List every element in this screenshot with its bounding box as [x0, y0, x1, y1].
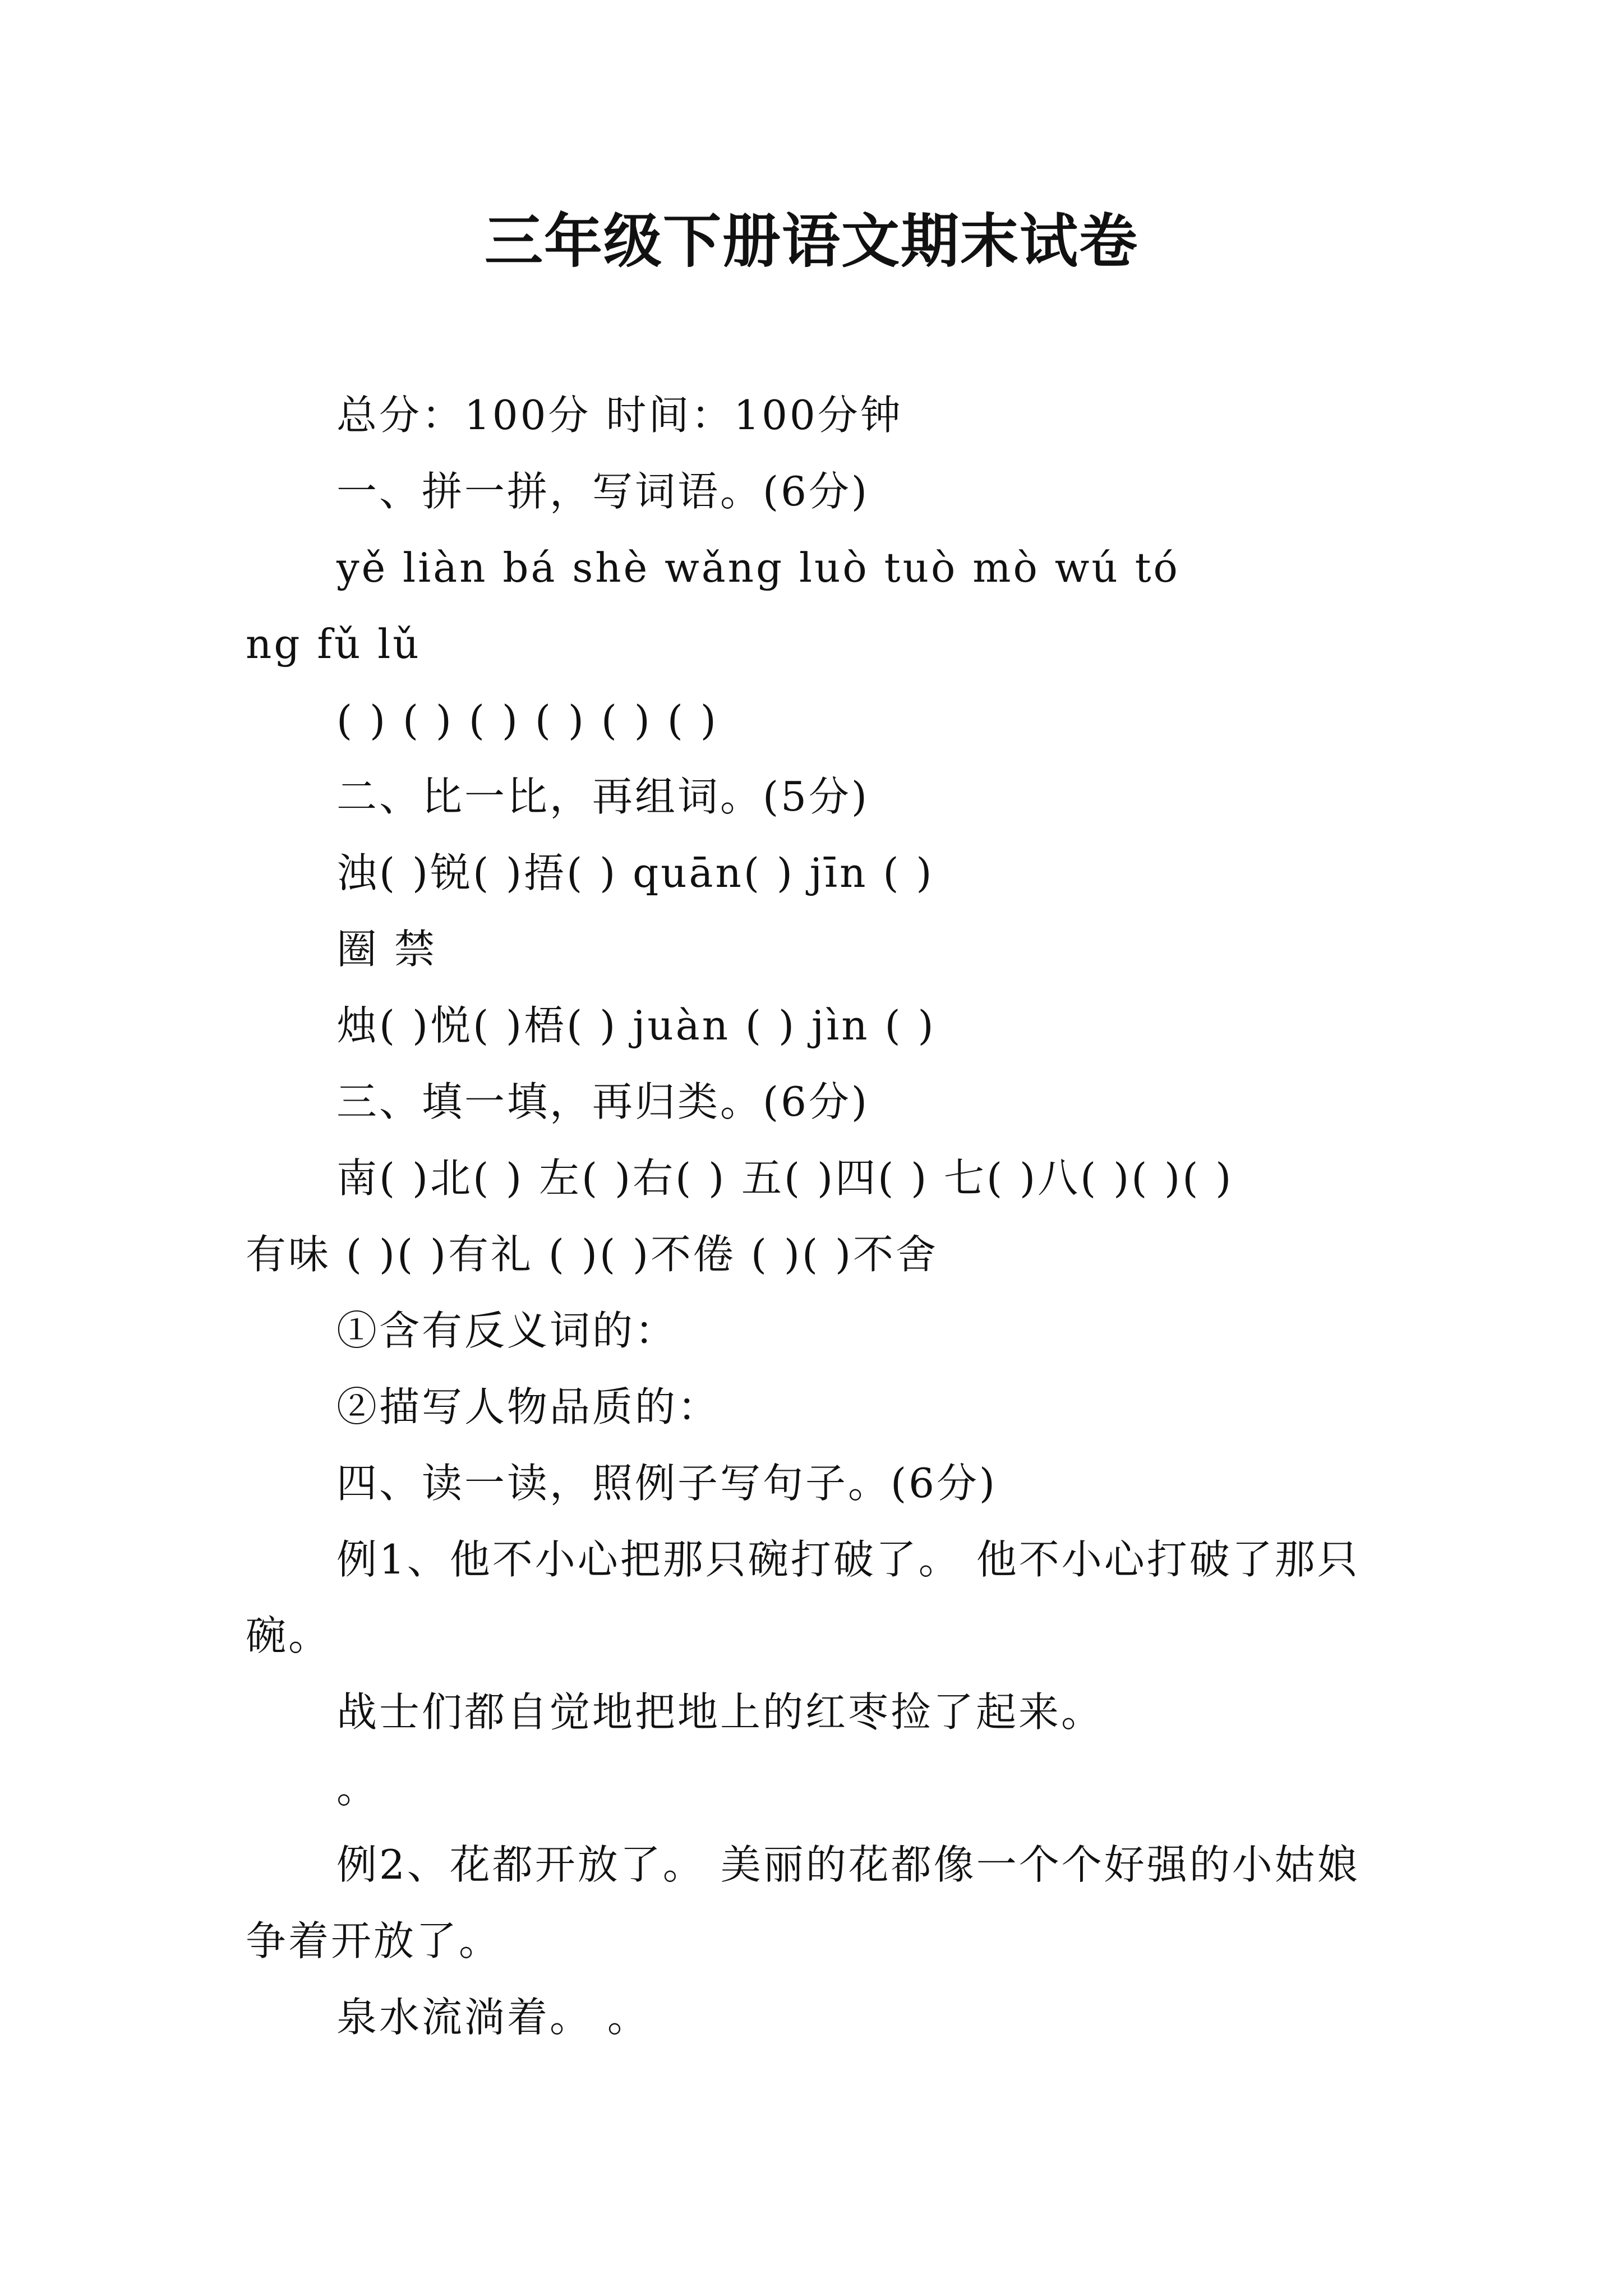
- section-1-heading: 一、拼一拼，写词语。(6分): [336, 468, 869, 515]
- fill-line-2: 有味 ( )( )有礼 ( )( )不倦 ( )( )不舍: [246, 1231, 939, 1278]
- pinyin-line-1: yě liàn bá shè wǎng luò tuò mò wú tó: [336, 544, 1180, 591]
- example-2-line-2: 争着开放了。: [246, 1917, 502, 1964]
- section-3-heading: 三、填一填，再归类。(6分): [336, 1078, 869, 1125]
- exercise-1-sentence: 战士们都自觉地把地上的红枣捡了起来。: [336, 1688, 1104, 1736]
- section-2-heading: 二、比一比，再组词。(5分): [336, 773, 869, 820]
- category-character-line: ②描写人物品质的：: [336, 1383, 721, 1430]
- compare-chars-line: 圈 禁: [336, 926, 437, 973]
- compare-line-1: 浊( )锐( )捂( ) quān( ) jīn ( ): [336, 849, 934, 896]
- compare-line-2: 烛( )悦( )梧( ) juàn ( ) jìn ( ): [336, 1002, 936, 1049]
- document-title: 三年级下册语文期末试卷: [484, 206, 1138, 275]
- exercise-2-sentence: 泉水流淌着。 。: [336, 1994, 650, 2041]
- score-time-line: 总分：100分 时间：100分钟: [336, 392, 903, 439]
- example-1-line-1: 例1、他不小心把那只碗打破了。 他不小心打破了那只: [336, 1536, 1360, 1583]
- section-4-heading: 四、读一读，照例子写句子。(6分): [336, 1460, 997, 1507]
- example-1-line-2: 碗。: [246, 1612, 331, 1659]
- category-antonym-line: ①含有反义词的：: [336, 1307, 678, 1354]
- example-2-line-1: 例2、花都开放了。 美丽的花都像一个个好强的小姑娘: [336, 1841, 1360, 1888]
- pinyin-line-2: ng fǔ lǔ: [246, 620, 421, 668]
- exercise-1-answer: 。: [336, 1765, 380, 1812]
- answer-brackets-line: ( ) ( ) ( ) ( ) ( ) ( ): [336, 697, 718, 744]
- fill-line-1: 南( )北( ) 左( )右( ) 五( )四( ) 七( )八( )( )( ): [336, 1154, 1234, 1202]
